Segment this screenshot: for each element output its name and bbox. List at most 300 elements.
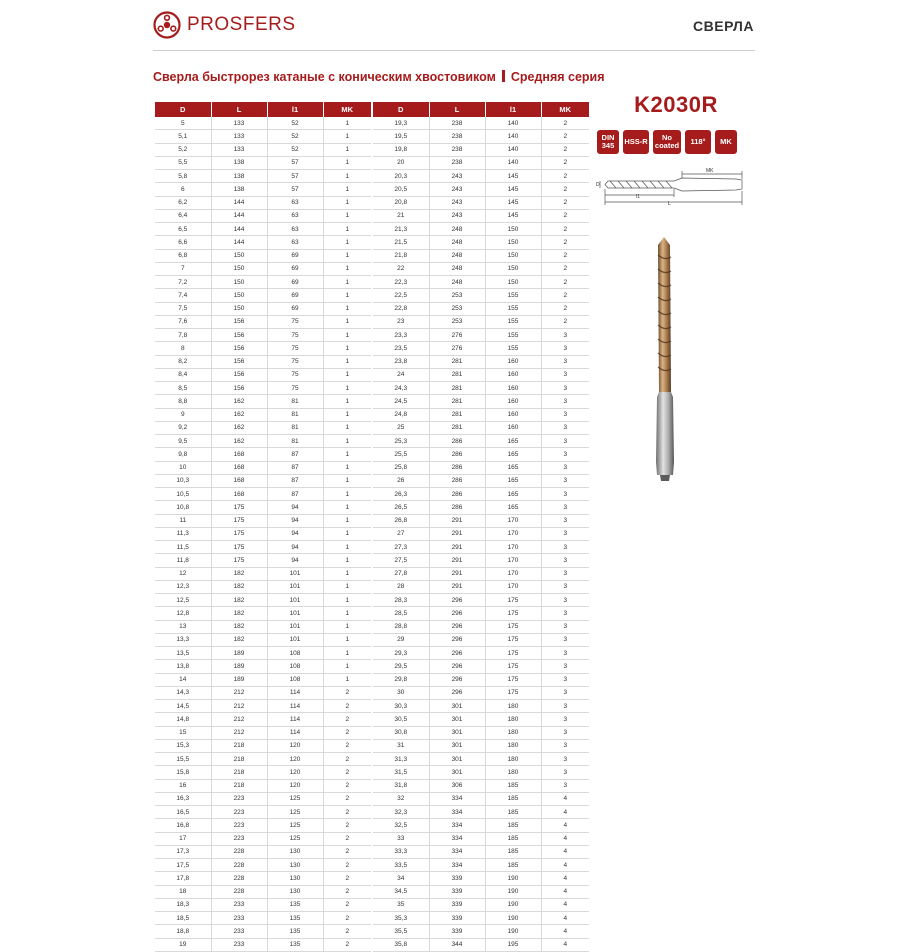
page-subtitle xyxy=(153,70,605,84)
cell-mk: 2 xyxy=(541,209,589,222)
cell-d: 18,8 xyxy=(155,925,211,938)
table-row xyxy=(373,461,589,474)
cell-d: 34,5 xyxy=(373,885,429,898)
cell-d: 33,5 xyxy=(373,859,429,872)
cell-d: 11,3 xyxy=(155,527,211,540)
table-row xyxy=(155,382,371,395)
cell-d: 19,5 xyxy=(373,130,429,143)
table-row xyxy=(155,527,371,540)
table-row xyxy=(373,501,589,514)
cell-l: 296 xyxy=(429,673,485,686)
cell-mk: 4 xyxy=(541,792,589,805)
cell-l: 339 xyxy=(429,925,485,938)
cell-mk: 1 xyxy=(323,501,371,514)
cell-d: 8,5 xyxy=(155,382,211,395)
table-row xyxy=(373,660,589,673)
cell-l: 228 xyxy=(211,872,267,885)
cell-l: 344 xyxy=(429,938,485,951)
cell-d: 35,3 xyxy=(373,912,429,925)
table-row xyxy=(373,262,589,275)
table-row xyxy=(373,766,589,779)
cell-l1: 145 xyxy=(485,196,541,209)
cell-l: 162 xyxy=(211,408,267,421)
cell-l: 223 xyxy=(211,806,267,819)
table-row xyxy=(155,170,371,183)
table-row xyxy=(373,276,589,289)
cell-mk: 1 xyxy=(323,435,371,448)
cell-d: 7,8 xyxy=(155,329,211,342)
page-header xyxy=(0,0,900,52)
cell-mk: 1 xyxy=(323,130,371,143)
cell-l1: 57 xyxy=(267,170,323,183)
table-row xyxy=(155,488,371,501)
cell-l1: 180 xyxy=(485,766,541,779)
cell-l1: 69 xyxy=(267,276,323,289)
cell-d: 6,6 xyxy=(155,236,211,249)
cell-l1: 69 xyxy=(267,302,323,315)
cell-mk: 3 xyxy=(541,448,589,461)
cell-l: 189 xyxy=(211,673,267,686)
cell-mk: 1 xyxy=(323,183,371,196)
cell-mk: 3 xyxy=(541,766,589,779)
cell-mk: 3 xyxy=(541,541,589,554)
table-row xyxy=(373,223,589,236)
cell-l: 291 xyxy=(429,527,485,540)
cell-mk: 1 xyxy=(323,262,371,275)
cell-mk: 1 xyxy=(323,223,371,236)
cell-mk: 1 xyxy=(323,448,371,461)
cell-l1: 63 xyxy=(267,223,323,236)
cell-mk: 2 xyxy=(323,779,371,792)
cell-l1: 69 xyxy=(267,262,323,275)
cell-mk: 3 xyxy=(541,421,589,434)
cell-d: 30 xyxy=(373,686,429,699)
cell-l1: 150 xyxy=(485,223,541,236)
table-row xyxy=(373,713,589,726)
cell-mk: 1 xyxy=(323,236,371,249)
cell-l1: 135 xyxy=(267,898,323,911)
cell-d: 21 xyxy=(373,209,429,222)
cell-mk: 2 xyxy=(323,739,371,752)
table-row xyxy=(155,501,371,514)
cell-l1: 125 xyxy=(267,819,323,832)
table-row xyxy=(373,196,589,209)
cell-mk: 1 xyxy=(323,170,371,183)
cell-d: 18 xyxy=(155,885,211,898)
cell-l1: 81 xyxy=(267,408,323,421)
cell-l: 138 xyxy=(211,183,267,196)
cell-l1: 180 xyxy=(485,700,541,713)
cell-l: 150 xyxy=(211,262,267,275)
cell-d: 29,5 xyxy=(373,660,429,673)
col-header-l: L xyxy=(429,102,485,117)
table-row xyxy=(373,156,589,169)
table-row xyxy=(155,368,371,381)
table-row xyxy=(373,726,589,739)
cell-d: 15 xyxy=(155,726,211,739)
cell-l1: 120 xyxy=(267,739,323,752)
table-row xyxy=(373,209,589,222)
cell-l: 296 xyxy=(429,607,485,620)
cell-l1: 75 xyxy=(267,368,323,381)
table-row xyxy=(155,872,371,885)
cell-l1: 185 xyxy=(485,792,541,805)
table-row xyxy=(373,792,589,805)
cell-l: 334 xyxy=(429,792,485,805)
cell-mk: 2 xyxy=(323,912,371,925)
cell-l1: 175 xyxy=(485,660,541,673)
cell-l1: 175 xyxy=(485,633,541,646)
cell-mk: 1 xyxy=(323,474,371,487)
table-row xyxy=(155,620,371,633)
cell-mk: 2 xyxy=(323,792,371,805)
table-row xyxy=(155,514,371,527)
cell-l1: 94 xyxy=(267,554,323,567)
table-row xyxy=(155,607,371,620)
cell-d: 35 xyxy=(373,898,429,911)
table-row xyxy=(373,594,589,607)
cell-l: 253 xyxy=(429,302,485,315)
cell-d: 25 xyxy=(373,421,429,434)
cell-l: 182 xyxy=(211,607,267,620)
table-row xyxy=(155,435,371,448)
table-header-row xyxy=(373,102,589,117)
table-row xyxy=(155,130,371,143)
cell-mk: 1 xyxy=(323,395,371,408)
col-header-l: L xyxy=(211,102,267,117)
cell-l1: 81 xyxy=(267,395,323,408)
table-row xyxy=(155,117,371,130)
cell-l1: 140 xyxy=(485,117,541,130)
cell-d: 9,2 xyxy=(155,421,211,434)
cell-l: 144 xyxy=(211,223,267,236)
table-row xyxy=(373,183,589,196)
cell-d: 11,5 xyxy=(155,541,211,554)
cell-l1: 190 xyxy=(485,912,541,925)
cell-d: 14,8 xyxy=(155,713,211,726)
cell-d: 26,3 xyxy=(373,488,429,501)
cell-l1: 140 xyxy=(485,143,541,156)
cell-d: 12 xyxy=(155,567,211,580)
cell-l1: 165 xyxy=(485,488,541,501)
cell-mk: 1 xyxy=(323,421,371,434)
cell-l: 150 xyxy=(211,302,267,315)
brand-logo[interactable] xyxy=(153,10,296,40)
cell-l: 306 xyxy=(429,779,485,792)
table-row xyxy=(373,898,589,911)
cell-mk: 2 xyxy=(323,872,371,885)
table-row xyxy=(155,448,371,461)
cell-l: 248 xyxy=(429,276,485,289)
cell-l: 182 xyxy=(211,620,267,633)
cell-l: 233 xyxy=(211,938,267,951)
header-divider xyxy=(153,50,755,51)
cell-l1: 170 xyxy=(485,514,541,527)
cell-d: 23,8 xyxy=(373,355,429,368)
cell-l1: 130 xyxy=(267,859,323,872)
table-row xyxy=(155,408,371,421)
cell-d: 9 xyxy=(155,408,211,421)
cell-l1: 101 xyxy=(267,567,323,580)
cell-l1: 155 xyxy=(485,329,541,342)
cell-l1: 125 xyxy=(267,806,323,819)
cell-mk: 1 xyxy=(323,488,371,501)
cell-l1: 108 xyxy=(267,647,323,660)
table-row xyxy=(373,739,589,752)
diagram-label-l1: l1 xyxy=(636,194,640,200)
cell-l: 243 xyxy=(429,170,485,183)
cell-d: 6,2 xyxy=(155,196,211,209)
cell-l1: 63 xyxy=(267,236,323,249)
cell-l1: 135 xyxy=(267,938,323,951)
cell-mk: 4 xyxy=(541,832,589,845)
cell-l: 339 xyxy=(429,912,485,925)
cell-l1: 94 xyxy=(267,541,323,554)
cell-mk: 1 xyxy=(323,355,371,368)
cell-mk: 1 xyxy=(323,117,371,130)
cell-mk: 2 xyxy=(541,223,589,236)
cell-l: 248 xyxy=(429,236,485,249)
table-row xyxy=(373,554,589,567)
cell-mk: 3 xyxy=(541,329,589,342)
table-row xyxy=(373,567,589,580)
subtitle-series: Средняя серия xyxy=(510,70,605,84)
table-row xyxy=(155,713,371,726)
cell-d: 7 xyxy=(155,262,211,275)
cell-l: 218 xyxy=(211,779,267,792)
cell-l1: 170 xyxy=(485,554,541,567)
cell-l1: 180 xyxy=(485,739,541,752)
cell-d: 27,8 xyxy=(373,567,429,580)
cell-l1: 101 xyxy=(267,594,323,607)
cell-d: 13,8 xyxy=(155,660,211,673)
table-row xyxy=(373,859,589,872)
table-row xyxy=(373,832,589,845)
cell-mk: 3 xyxy=(541,342,589,355)
cell-d: 31,3 xyxy=(373,753,429,766)
table-row xyxy=(155,143,371,156)
cell-mk: 4 xyxy=(541,938,589,951)
cell-d: 30,8 xyxy=(373,726,429,739)
cell-l: 228 xyxy=(211,845,267,858)
spec-table-left xyxy=(155,102,371,952)
cell-l: 144 xyxy=(211,196,267,209)
cell-l1: 75 xyxy=(267,382,323,395)
cell-l1: 190 xyxy=(485,898,541,911)
cell-l: 334 xyxy=(429,819,485,832)
cell-d: 15,8 xyxy=(155,766,211,779)
col-header-mk: MK xyxy=(323,102,371,117)
logo-text: PROSFERS xyxy=(187,14,296,35)
cell-mk: 1 xyxy=(323,249,371,262)
cell-l1: 69 xyxy=(267,249,323,262)
cell-l: 281 xyxy=(429,421,485,434)
cell-d: 16,3 xyxy=(155,792,211,805)
table-row xyxy=(373,885,589,898)
cell-mk: 3 xyxy=(541,620,589,633)
cell-l1: 135 xyxy=(267,912,323,925)
cell-d: 28,3 xyxy=(373,594,429,607)
cell-mk: 3 xyxy=(541,382,589,395)
table-row xyxy=(373,620,589,633)
cell-mk: 2 xyxy=(541,315,589,328)
cell-l: 138 xyxy=(211,156,267,169)
table-row xyxy=(155,898,371,911)
cell-mk: 2 xyxy=(323,713,371,726)
cell-d: 6,4 xyxy=(155,209,211,222)
cell-l: 248 xyxy=(429,249,485,262)
cell-l: 238 xyxy=(429,143,485,156)
cell-l: 182 xyxy=(211,594,267,607)
cell-d: 25,3 xyxy=(373,435,429,448)
cell-mk: 2 xyxy=(541,196,589,209)
cell-mk: 2 xyxy=(323,885,371,898)
cell-mk: 2 xyxy=(541,183,589,196)
cell-l1: 57 xyxy=(267,183,323,196)
table-row xyxy=(373,673,589,686)
cell-l1: 180 xyxy=(485,713,541,726)
cell-mk: 3 xyxy=(541,488,589,501)
cell-mk: 1 xyxy=(323,660,371,673)
cell-d: 30,3 xyxy=(373,700,429,713)
cell-l1: 130 xyxy=(267,885,323,898)
cell-l: 243 xyxy=(429,183,485,196)
table-row xyxy=(155,938,371,951)
cell-d: 25,5 xyxy=(373,448,429,461)
table-row xyxy=(155,474,371,487)
cell-mk: 3 xyxy=(541,395,589,408)
col-header-l1: l1 xyxy=(267,102,323,117)
cell-l: 296 xyxy=(429,660,485,673)
cell-l1: 150 xyxy=(485,276,541,289)
cell-l: 286 xyxy=(429,448,485,461)
cell-l1: 120 xyxy=(267,766,323,779)
cell-l: 296 xyxy=(429,620,485,633)
badge-material: HSS-R xyxy=(623,130,649,154)
cell-d: 9,5 xyxy=(155,435,211,448)
cell-l1: 160 xyxy=(485,395,541,408)
cell-d: 17 xyxy=(155,832,211,845)
cell-l1: 190 xyxy=(485,885,541,898)
table-row xyxy=(155,766,371,779)
spec-table-right xyxy=(373,102,589,952)
table-row xyxy=(373,633,589,646)
cell-l1: 185 xyxy=(485,806,541,819)
cell-d: 21,8 xyxy=(373,249,429,262)
cell-l1: 125 xyxy=(267,792,323,805)
table-row xyxy=(155,236,371,249)
cell-l: 223 xyxy=(211,832,267,845)
cell-d: 10 xyxy=(155,461,211,474)
cell-l1: 145 xyxy=(485,170,541,183)
cell-d: 14 xyxy=(155,673,211,686)
cell-d: 28,8 xyxy=(373,620,429,633)
cell-mk: 1 xyxy=(323,408,371,421)
cell-d: 23 xyxy=(373,315,429,328)
cell-l: 218 xyxy=(211,753,267,766)
cell-l: 233 xyxy=(211,912,267,925)
cell-d: 17,5 xyxy=(155,859,211,872)
cell-l: 223 xyxy=(211,819,267,832)
cell-mk: 3 xyxy=(541,355,589,368)
col-header-d: D xyxy=(155,102,211,117)
cell-l: 339 xyxy=(429,898,485,911)
table-row xyxy=(373,647,589,660)
cell-d: 22,5 xyxy=(373,289,429,302)
cell-d: 28 xyxy=(373,580,429,593)
cell-l: 156 xyxy=(211,329,267,342)
cell-d: 9,8 xyxy=(155,448,211,461)
cell-mk: 2 xyxy=(323,938,371,951)
cell-l1: 175 xyxy=(485,673,541,686)
col-header-mk: MK xyxy=(541,102,589,117)
table-row xyxy=(155,819,371,832)
cell-mk: 4 xyxy=(541,898,589,911)
table-row xyxy=(155,859,371,872)
table-row xyxy=(373,302,589,315)
cell-d: 13,3 xyxy=(155,633,211,646)
table-row xyxy=(155,912,371,925)
cell-l1: 114 xyxy=(267,726,323,739)
cell-d: 24,3 xyxy=(373,382,429,395)
cell-d: 19 xyxy=(155,938,211,951)
cell-l1: 180 xyxy=(485,726,541,739)
table-row xyxy=(155,832,371,845)
cell-d: 5,5 xyxy=(155,156,211,169)
table-row xyxy=(373,395,589,408)
cell-mk: 3 xyxy=(541,435,589,448)
cell-d: 6 xyxy=(155,183,211,196)
cell-d: 5,2 xyxy=(155,143,211,156)
cell-l: 156 xyxy=(211,315,267,328)
table-row xyxy=(373,435,589,448)
cell-d: 26 xyxy=(373,474,429,487)
cell-l: 162 xyxy=(211,395,267,408)
table-row xyxy=(373,170,589,183)
cell-l: 144 xyxy=(211,236,267,249)
cell-mk: 1 xyxy=(323,580,371,593)
cell-l: 156 xyxy=(211,342,267,355)
table-row xyxy=(155,183,371,196)
cell-l1: 52 xyxy=(267,143,323,156)
cell-l: 162 xyxy=(211,435,267,448)
cell-l: 133 xyxy=(211,117,267,130)
cell-l1: 175 xyxy=(485,647,541,660)
cell-d: 8,2 xyxy=(155,355,211,368)
cell-mk: 3 xyxy=(541,607,589,620)
cell-l1: 180 xyxy=(485,753,541,766)
diagram-label-mk: MK xyxy=(706,168,714,174)
cell-d: 20,8 xyxy=(373,196,429,209)
cell-d: 7,5 xyxy=(155,302,211,315)
cell-mk: 2 xyxy=(323,700,371,713)
table-row xyxy=(373,541,589,554)
cell-l: 182 xyxy=(211,567,267,580)
col-header-d: D xyxy=(373,102,429,117)
cell-d: 12,3 xyxy=(155,580,211,593)
cell-l1: 75 xyxy=(267,342,323,355)
cell-mk: 3 xyxy=(541,461,589,474)
cell-mk: 2 xyxy=(541,249,589,262)
table-row xyxy=(155,196,371,209)
cell-d: 19,3 xyxy=(373,117,429,130)
cell-d: 14,3 xyxy=(155,686,211,699)
cell-d: 10,8 xyxy=(155,501,211,514)
cell-l: 238 xyxy=(429,156,485,169)
cell-d: 33,3 xyxy=(373,845,429,858)
cell-l1: 190 xyxy=(485,872,541,885)
cell-mk: 3 xyxy=(541,501,589,514)
